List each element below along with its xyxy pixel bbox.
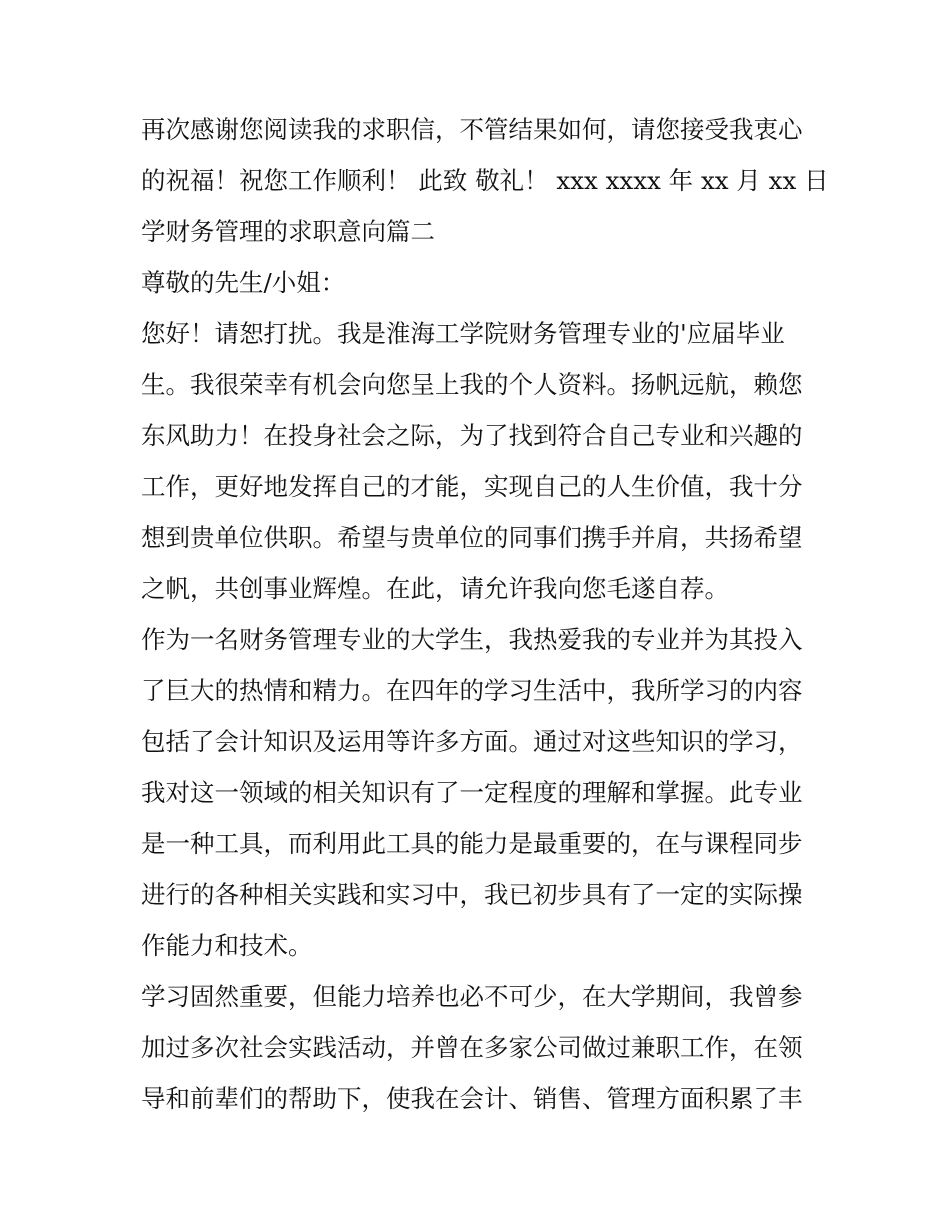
paragraph-line: 加过多次社会实践活动，并曾在多家公司做过兼职工作，在领: [141, 1033, 803, 1062]
paragraph-line: 作为一名财务管理专业的大学生，我热爱我的专业并为其投入: [141, 625, 803, 654]
paragraph-line: 东风助力！在投身社会之际，为了找到符合自己专业和兴趣的: [141, 421, 803, 450]
paragraph-line: 您好！请恕打扰。我是淮海工学院财务管理专业的'应届毕业: [141, 319, 785, 348]
paragraph-line: 之帆，共创事业辉煌。在此，请允许我向您毛遂自荐。: [141, 574, 729, 603]
salutation: 尊敬的先生/小姐：: [141, 268, 346, 297]
paragraph-line: 包括了会计知识及运用等许多方面。通过对这些知识的学习，: [141, 727, 803, 756]
paragraph-line: 工作，更好地发挥自己的才能，实现自己的人生价值，我十分: [141, 472, 803, 501]
paragraph-line: 导和前辈们的帮助下，使我在会计、销售、管理方面积累了丰: [141, 1084, 803, 1113]
section-title: 学财务管理的求职意向篇二: [141, 217, 435, 246]
paragraph-line: 作能力和技术。: [141, 931, 313, 960]
paragraph-line: 想到贵单位供职。希望与贵单位的同事们携手并肩，共扬希望: [141, 523, 803, 552]
closing-line: 再次感谢您阅读我的求职信，不管结果如何，请您接受我衷心: [141, 115, 803, 144]
paragraph-line: 了巨大的热情和精力。在四年的学习生活中，我所学习的内容: [141, 676, 803, 705]
paragraph-line: 进行的各种相关实践和实习中，我已初步具有了一定的实际操: [141, 880, 803, 909]
paragraph-line: 我对这一领域的相关知识有了一定程度的理解和掌握。此专业: [141, 778, 803, 807]
closing-signature-line: 的祝福！祝您工作顺利！ 此致 敬礼！ xxx xxxx 年 xx 月 xx 日: [141, 166, 829, 195]
paragraph-line: 是一种工具，而利用此工具的能力是最重要的，在与课程同步: [141, 829, 803, 858]
paragraph-line: 学习固然重要，但能力培养也必不可少，在大学期间，我曾参: [141, 982, 803, 1011]
paragraph-line: 生。我很荣幸有机会向您呈上我的个人资料。扬帆远航，赖您: [141, 370, 803, 399]
document-body: [141, 104, 829, 1124]
